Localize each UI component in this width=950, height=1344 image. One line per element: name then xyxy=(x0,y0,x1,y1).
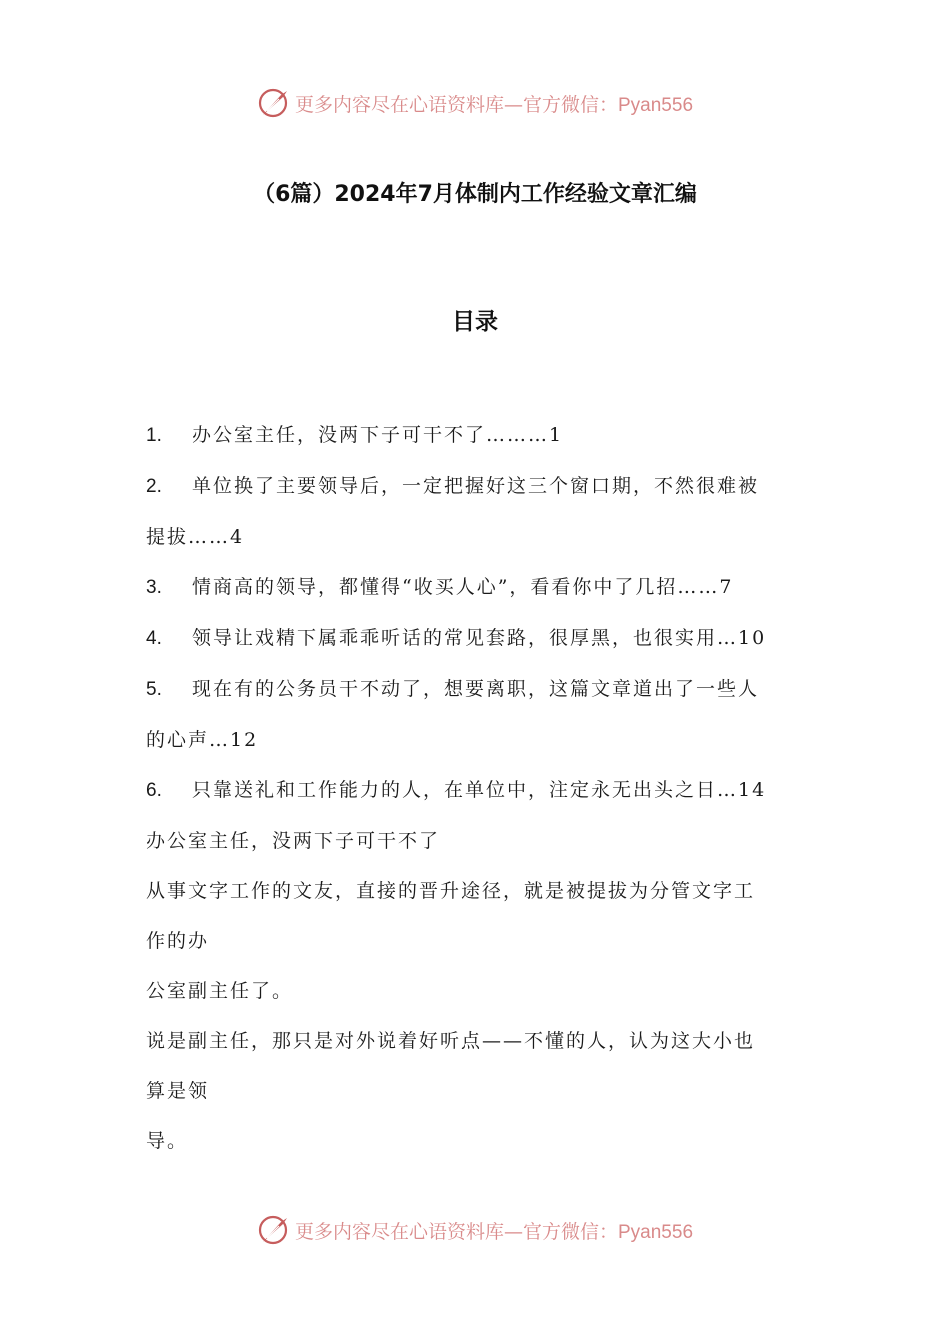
paragraph-line: 作的办 xyxy=(146,930,210,952)
toc-item-text: 情商高的领导，都懂得“收买人心”，看看你中了几招……7 xyxy=(192,576,734,598)
toc-item-number: 3. xyxy=(146,577,162,598)
header-banner xyxy=(0,83,950,123)
toc-item-text: 提拔……4 xyxy=(146,526,245,548)
toc-item-number: 1. xyxy=(146,425,162,446)
toc-item xyxy=(146,664,811,715)
toc-item-number: 2. xyxy=(146,476,162,497)
article-paragraphs xyxy=(146,866,811,1166)
toc-item-text: 单位换了主要领导后，一定把握好这三个窗口期，不然很难被 xyxy=(192,475,760,497)
document-body xyxy=(146,410,811,1166)
toc-item xyxy=(146,410,811,461)
toc-item xyxy=(146,715,811,765)
quill-pen-logo-icon xyxy=(257,85,293,121)
toc-item xyxy=(146,461,811,512)
paragraph-line: 说是副主任，那只是对外说着好听点——不懂的人，认为这大小也 xyxy=(146,1030,756,1052)
toc-item-number: 5. xyxy=(146,679,162,700)
toc-item xyxy=(146,613,811,664)
banner-site-text: 更多内容尽在心语资料库— xyxy=(294,93,523,116)
quill-pen-logo-icon xyxy=(257,1212,293,1248)
paragraph-line: 从事文字工作的文友，直接的晋升途径，就是被提拔为分管文字工 xyxy=(146,880,756,902)
banner-wechat-text: 官方微信：Pyan556 xyxy=(523,94,694,116)
toc-item-text: 办公室主任，没两下子可干不了………1 xyxy=(192,424,564,446)
toc-item-number: 4. xyxy=(146,628,162,649)
paragraph-line: 导。 xyxy=(146,1130,189,1152)
toc-item-number: 6. xyxy=(146,780,162,801)
paragraph-line: 公室副主任了。 xyxy=(146,980,294,1002)
document-title: （6篇）2024年7月体制内工作经验文章汇编 xyxy=(253,182,697,207)
toc-item-text: 的心声…12 xyxy=(146,729,259,751)
toc-item-text: 现在有的公务员干不动了，想要离职，这篇文章道出了一些人 xyxy=(192,678,760,700)
toc-heading: 目录 xyxy=(452,309,498,335)
toc-item-text: 只靠送礼和工作能力的人，在单位中，注定永无出头之日…14 xyxy=(192,779,767,801)
toc-item xyxy=(146,562,811,613)
banner-site-text: 更多内容尽在心语资料库— xyxy=(294,1220,523,1243)
toc-item-text: 领导让戏精下属乖乖听话的常见套路，很厚黑，也很实用…10 xyxy=(192,627,767,649)
footer-banner xyxy=(0,1210,950,1250)
toc-item xyxy=(146,765,811,816)
toc-item xyxy=(146,512,811,562)
banner-wechat-text: 官方微信：Pyan556 xyxy=(523,1221,694,1243)
toc-list xyxy=(146,410,811,816)
article-heading: 办公室主任，没两下子可干不了 xyxy=(146,830,441,852)
paragraph-line: 算是领 xyxy=(146,1080,210,1102)
